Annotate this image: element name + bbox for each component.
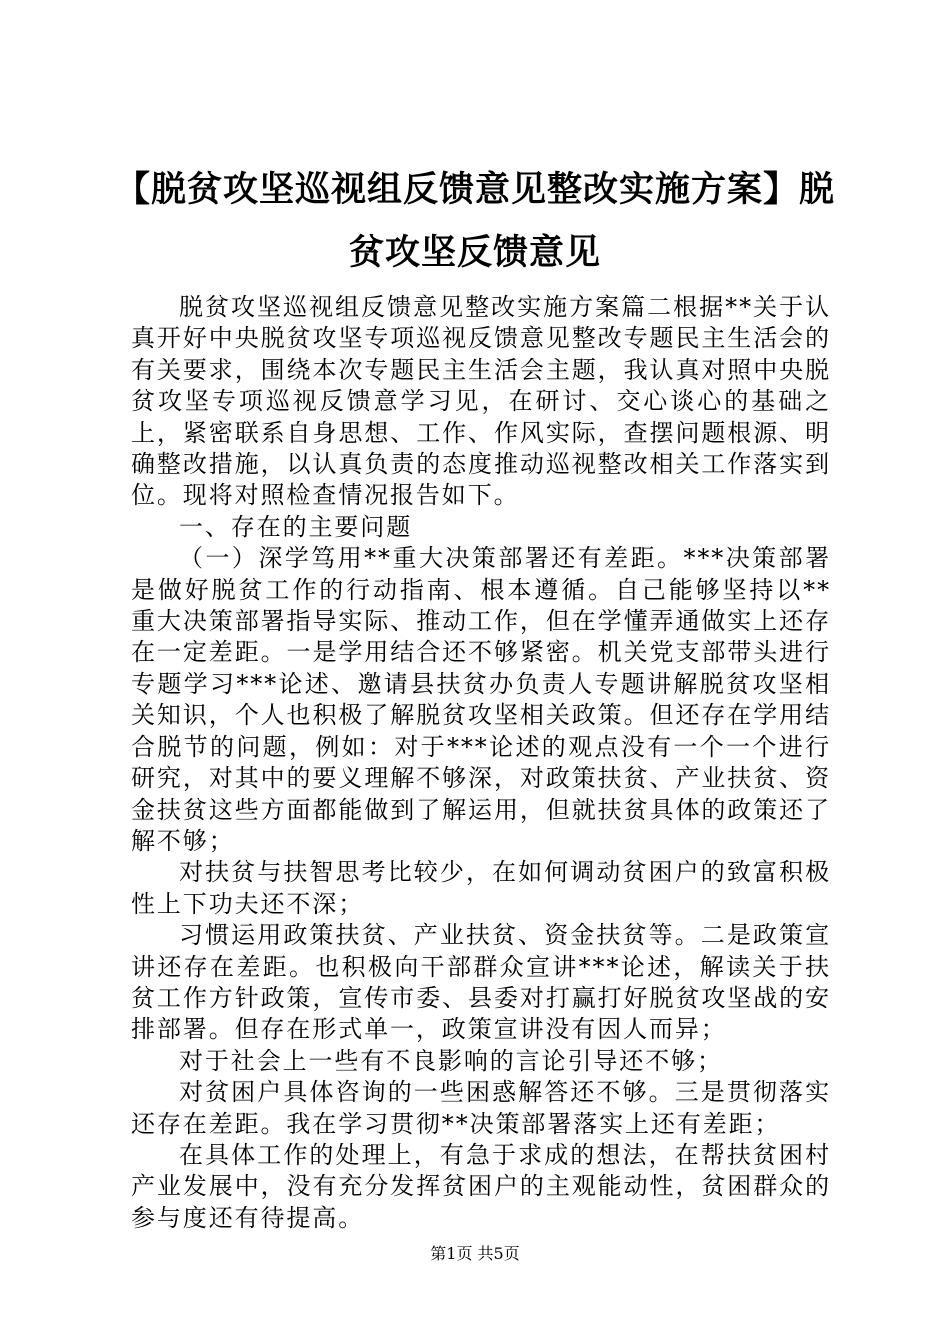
paragraph: 对贫困户具体咨询的一些困惑解答还不够。三是贯彻落实还存在差距。我在学习贯彻**决策部署落实上还有差距；: [131, 1078, 831, 1138]
section-heading: 一、存在的主要问题: [179, 512, 413, 541]
document-title: 【脱贫攻坚巡视组反馈意见整改实施方案】脱贫攻坚反馈意见: [114, 169, 835, 273]
paragraph: 对于社会上一些有不良影响的言论引导还不够；: [179, 1046, 723, 1075]
paragraph: 习惯运用政策扶贫、产业扶贫、资金扶贫等。二是政策宣讲还存在差距。也积极向干部群众宣讲***论述，解读关于扶贫工作方针政策，宣传市委、县委对打赢打好脱贫攻坚战的安排部署。但存在形式单一，政策宣讲没有因人而异；: [131, 921, 831, 1044]
paragraph: （一）深学笃用**重大决策部署还有差距。***决策部署是做好脱贫工作的行动指南、根本遵循。自己能够坚持以**重大决策部署指导实际、推动工作，但在学懂弄通做实上还存在一定差距。一是学用结合还不够紧密。机关党支部带头进行专题学习***论述、邀请县扶贫办负责人专题讲解脱贫攻坚相关知识，个人也积极了解脱贫攻坚相关政策。但还存在学用结合脱节的问题，例如：对于***论述的观点没有一个一个进行研究，对其中的要义理解不够深，对政策扶贫、产业扶贫、资金扶贫这些方面都能做到了解运用，但就扶贫具体的政策还了解不够；: [131, 544, 831, 855]
document-body: [131, 292, 831, 1234]
paragraph: 脱贫攻坚巡视组反馈意见整改实施方案篇二根据**关于认真开好中央脱贫攻坚专项巡视反馈意见整改专题民主生活会的有关要求，围绕本次专题民主生活会主题，我认真对照中央脱贫攻坚专项巡视反馈意学习见，在研讨、交心谈心的基础之上，紧密联系自身思想、工作、作风实际，查摆问题根源、明确整改措施，以认真负责的态度推动巡视整改相关工作落实到位。现将对照检查情况报告如下。: [131, 293, 831, 510]
paragraph: 在具体工作的处理上，有急于求成的想法，在帮扶贫困村产业发展中，没有充分发挥贫困户的主观能动性，贫困群众的参与度还有待提高。: [131, 1140, 831, 1232]
paragraph: 对扶贫与扶智思考比较少，在如何调动贫困户的致富积极性上下功夫还不深；: [131, 858, 831, 918]
page-footer: 第1页 共5页: [430, 1244, 520, 1263]
